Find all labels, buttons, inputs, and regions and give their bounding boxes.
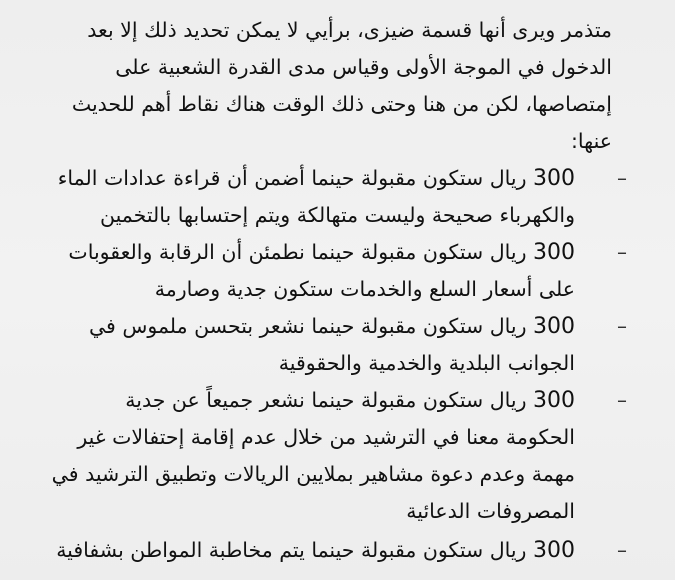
point-amount: 300 <box>533 166 575 191</box>
point-amount: 300 <box>533 314 575 339</box>
point-1-text: ريال ستكون مقبولة حينما أضمن أن قراءة عدادات الماء <box>57 166 527 190</box>
bullet-dash: – <box>617 314 627 338</box>
intro-line-2: الدخول في الموجة الأولى وقياس مدى القدرة الشعبية على <box>115 55 612 79</box>
point-1-line-1 <box>58 168 575 190</box>
point-3-line-1 <box>89 316 575 338</box>
point-5-line-1 <box>56 540 575 562</box>
point-2-text: ريال ستكون مقبولة حينما نطمئن أن الرقابة والعقوبات <box>68 240 527 264</box>
point-amount: 300 <box>533 240 575 265</box>
bullet-dash: – <box>617 538 627 562</box>
point-4-line-3: مهمة وعدم دعوة مشاهير بملايين الريالات وتطبيق الترشيد في <box>51 462 575 486</box>
point-4-line-1 <box>125 390 575 412</box>
bullet-dash: – <box>617 388 627 412</box>
point-2-line-1 <box>68 242 575 264</box>
intro-line-3: إمتصاصها، لكن من هنا وحتى ذلك الوقت هناك نقاط أهم للحديث <box>71 92 612 116</box>
point-4-line-2: الحكومة معنا في الترشيد من خلال عدم إقامة إحتفالات غير <box>77 425 575 449</box>
bullet-dash: – <box>617 240 627 264</box>
intro-line-1: متذمر ويرى أنها قسمة ضيزى، برأيي لا يمكن تحديد ذلك إلا بعد <box>87 18 612 42</box>
point-amount: 300 <box>533 388 575 413</box>
point-4-line-4: المصروفات الدعائية <box>406 499 575 523</box>
intro-line-4: عنها: <box>570 129 612 153</box>
point-3-line-2: الجوانب البلدية والخدمية والحقوقية <box>278 351 575 375</box>
bullet-dash: – <box>617 166 627 190</box>
point-1-line-2: والكهرباء صحيحة وليست متهالكة ويتم إحتسابها بالتخمين <box>99 203 575 227</box>
point-5-text: ريال ستكون مقبولة حينما يتم مخاطبة المواطن بشفافية <box>56 538 527 562</box>
point-amount: 300 <box>533 538 575 563</box>
point-2-line-2: على أسعار السلع والخدمات ستكون جدية وصارمة <box>154 277 575 301</box>
point-3-text: ريال ستكون مقبولة حينما نشعر بتحسن ملموس في <box>88 314 527 338</box>
point-4-text: ريال ستكون مقبولة حينما نشعر جميعاً عن جدية <box>125 388 527 412</box>
